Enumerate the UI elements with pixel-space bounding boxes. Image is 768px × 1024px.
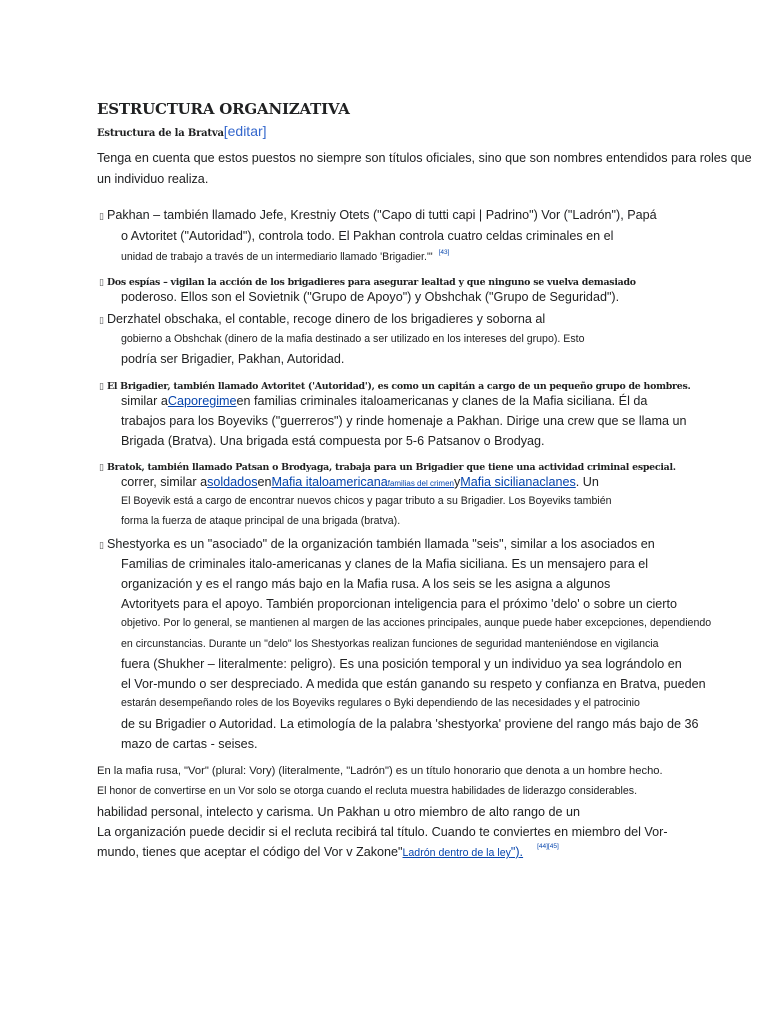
shestyorka-line-5: objetivo. Por lo general, se mantienen al margen de las acciones principales, aunque puede haber excepciones, dependiendo xyxy=(121,617,712,629)
subsection-heading xyxy=(97,123,267,141)
shestyorka-line-11: mazo de cartas - seises. xyxy=(121,737,258,751)
shestyorka-line-4: Avtorityets para el apoyo. También proporcionan inteligencia para el próximo 'delo' o sobre un cierto xyxy=(121,597,677,611)
bratok-line-4: forma la fuerza de ataque principal de una brigada (bratva). xyxy=(121,515,401,527)
closing-line-5 xyxy=(97,845,559,859)
shestyorka-line-10: de su Brigadier o Autoridad. La etimología de la palabra 'shestyorka' proviene del rango más bajo de 36 xyxy=(121,717,699,731)
intro-line-2: un individuo realiza. xyxy=(97,172,209,186)
bullet-icon: ▯ xyxy=(99,463,104,473)
shestyorka-line-6: en circunstancias. Durante un "delo" los Shestyorkas realizan funciones de seguridad manteniéndose en vigilancia xyxy=(121,638,659,650)
list-item-espias xyxy=(99,272,636,290)
bullet-icon: ▯ xyxy=(99,382,104,392)
list-item-brigadier xyxy=(99,376,691,394)
derzhatel-line-2: gobierno a Obshchak (dinero de la mafia destinado a ser utilizado en los intereses del grupo). Esto xyxy=(121,333,585,345)
bullet-icon: ▯ xyxy=(99,316,104,326)
soldados-link[interactable] xyxy=(207,475,257,489)
espias-line-1: Dos espías – vigilan la acción de los brigadieres para asegurar lealtad y que ninguno se vuelva demasiado xyxy=(106,277,636,288)
bullet-icon: ▯ xyxy=(99,278,104,288)
list-item-bratok xyxy=(99,457,676,475)
citation-43[interactable]: [43] xyxy=(438,249,450,256)
list-item-derzhatel xyxy=(99,312,545,326)
bratok-line-1: Bratok, también llamado Patsan o Brodyaga, trabaja para un Brigadier que tiene una actividad criminal especial. xyxy=(106,462,676,473)
bratok-y: y xyxy=(453,475,461,489)
bratok-pre: correr, similar a xyxy=(121,475,208,489)
closing-line-2: El honor de convertirse en un Vor solo se otorga cuando el recluta muestra habilidades de liderazgo considerables. xyxy=(97,785,638,797)
mafia-italoamericana-link[interactable]: Mafia italoamericana xyxy=(271,475,388,489)
pakhan-line-3-text: unidad de trabajo a través de un intermediario llamado 'Brigadier.'" xyxy=(121,251,433,263)
soldados-link-s: s xyxy=(207,475,214,489)
closing-line-4: La organización puede decidir si el recluta recibirá tal título. Cuando te conviertes en miembro del Vor- xyxy=(97,825,668,839)
familias-del-crimen-link[interactable]: familias del crimen xyxy=(387,479,454,488)
bratok-en: en xyxy=(257,475,272,489)
pakhan-line-1: Pakhan – también llamado Jefe, Krestniy Otets ("Capo di tutti capi | Padrino") Vor ("Ladrón"), Papá xyxy=(106,208,657,222)
closing-line-5-pre: mundo, tienes que aceptar el código del Vor v Zakone" xyxy=(97,845,403,859)
section-heading: ESTRUCTURA ORGANIZATIVA xyxy=(97,100,350,118)
closing-line-3: habilidad personal, intelecto y carisma. Un Pakhan u otro miembro de alto rango de un xyxy=(97,805,581,819)
brigadier-line-2-pre: similar a xyxy=(121,394,168,408)
shestyorka-line-9: estarán desempeñando roles de los Boyeviks regulares o Byki dependiendo de las necesidades y el patrocinio xyxy=(121,697,640,709)
subsection-title: Estructura de la Bratva xyxy=(97,128,224,139)
list-item-pakhan xyxy=(99,208,657,222)
pakhan-line-3 xyxy=(121,251,449,263)
brigadier-line-3: trabajos para los Boyeviks ("guerreros") y rinde homenaje a Pakhan. Dirige una crew que se llama un xyxy=(121,414,687,428)
espias-line-2: poderoso. Ellos son el Sovietnik ("Grupo de Apoyo") y Obshchak ("Grupo de Seguridad"). xyxy=(121,290,620,304)
intro-line-1: Tenga en cuenta que estos puestos no siempre son títulos oficiales, sino que son nombres entendidos para roles que xyxy=(97,151,752,165)
soldados-link-rest: oldados xyxy=(213,475,258,489)
clanes-link[interactable]: clanes xyxy=(539,475,576,489)
derzhatel-line-1: Derzhatel obschaka, el contable, recoge dinero de los brigadieres y soborna al xyxy=(106,312,546,326)
edit-bracket-close: ] xyxy=(262,123,267,139)
brigadier-line-4: Brigada (Bratva). Una brigada está compuesta por 5-6 Patsanov o Brodyag. xyxy=(121,434,545,448)
shestyorka-line-3: organización y es el rango más bajo en la Mafia rusa. A los seis se les asigna a algunos xyxy=(121,577,611,591)
edit-bracket-open: [ xyxy=(223,123,228,139)
citation-44-45[interactable]: [44][45] xyxy=(537,843,559,850)
edit-link[interactable]: editar xyxy=(227,123,263,139)
caporegime-link[interactable]: Caporegime xyxy=(167,394,237,408)
list-item-shestyorka xyxy=(99,537,655,551)
bratok-line-3: El Boyevik está a cargo de encontrar nuevos chicos y pagar tributo a su Brigadier. Los Boyeviks también xyxy=(121,495,612,507)
brigadier-line-1: El Brigadier, también llamado Avtoritet ('Autoridad'), es como un capitán a cargo de un pequeño grupo de hombres. xyxy=(106,381,691,392)
shestyorka-line-2: Familias de criminales italo-americanas y clanes de la Mafia siciliana. Es un mensajero para el xyxy=(121,557,649,571)
brigadier-line-2 xyxy=(121,394,647,408)
bullet-icon: ▯ xyxy=(99,212,104,222)
brigadier-line-2-post: en familias criminales italoamericanas y clanes de la Mafia siciliana. Él da xyxy=(236,394,648,408)
bullet-icon: ▯ xyxy=(99,541,104,551)
shestyorka-line-8: el Vor-mundo o ser despreciado. A medida que están ganando su respeto y confianza en Bratva, pueden xyxy=(121,677,706,691)
pakhan-line-2: o Avtoritet ("Autoridad"), controla todo. El Pakhan controla cuatro celdas criminales en el xyxy=(121,229,614,243)
shestyorka-line-1: Shestyorka es un "asociado" de la organización también llamada "seis", similar a los asociados en xyxy=(106,537,655,551)
derzhatel-line-3: podría ser Brigadier, Pakhan, Autoridad. xyxy=(121,352,345,366)
shestyorka-line-7: fuera (Shukher – literalmente: peligro). Es una posición temporal y un individuo ya sea lográndolo en xyxy=(121,657,682,671)
closing-line-5-post: "). xyxy=(510,845,524,859)
bratok-end: . Un xyxy=(575,475,599,489)
closing-line-1: En la mafia rusa, "Vor" (plural: Vory) (literalmente, "Ladrón") es un título honorario que denota a un hombre hecho. xyxy=(97,765,663,777)
bratok-line-2 xyxy=(121,475,599,489)
mafia-siciliana-link[interactable]: Mafia siciliana xyxy=(460,475,540,489)
ladron-dentro-de-la-ley-link[interactable]: Ladrón dentro de la ley xyxy=(402,847,511,859)
